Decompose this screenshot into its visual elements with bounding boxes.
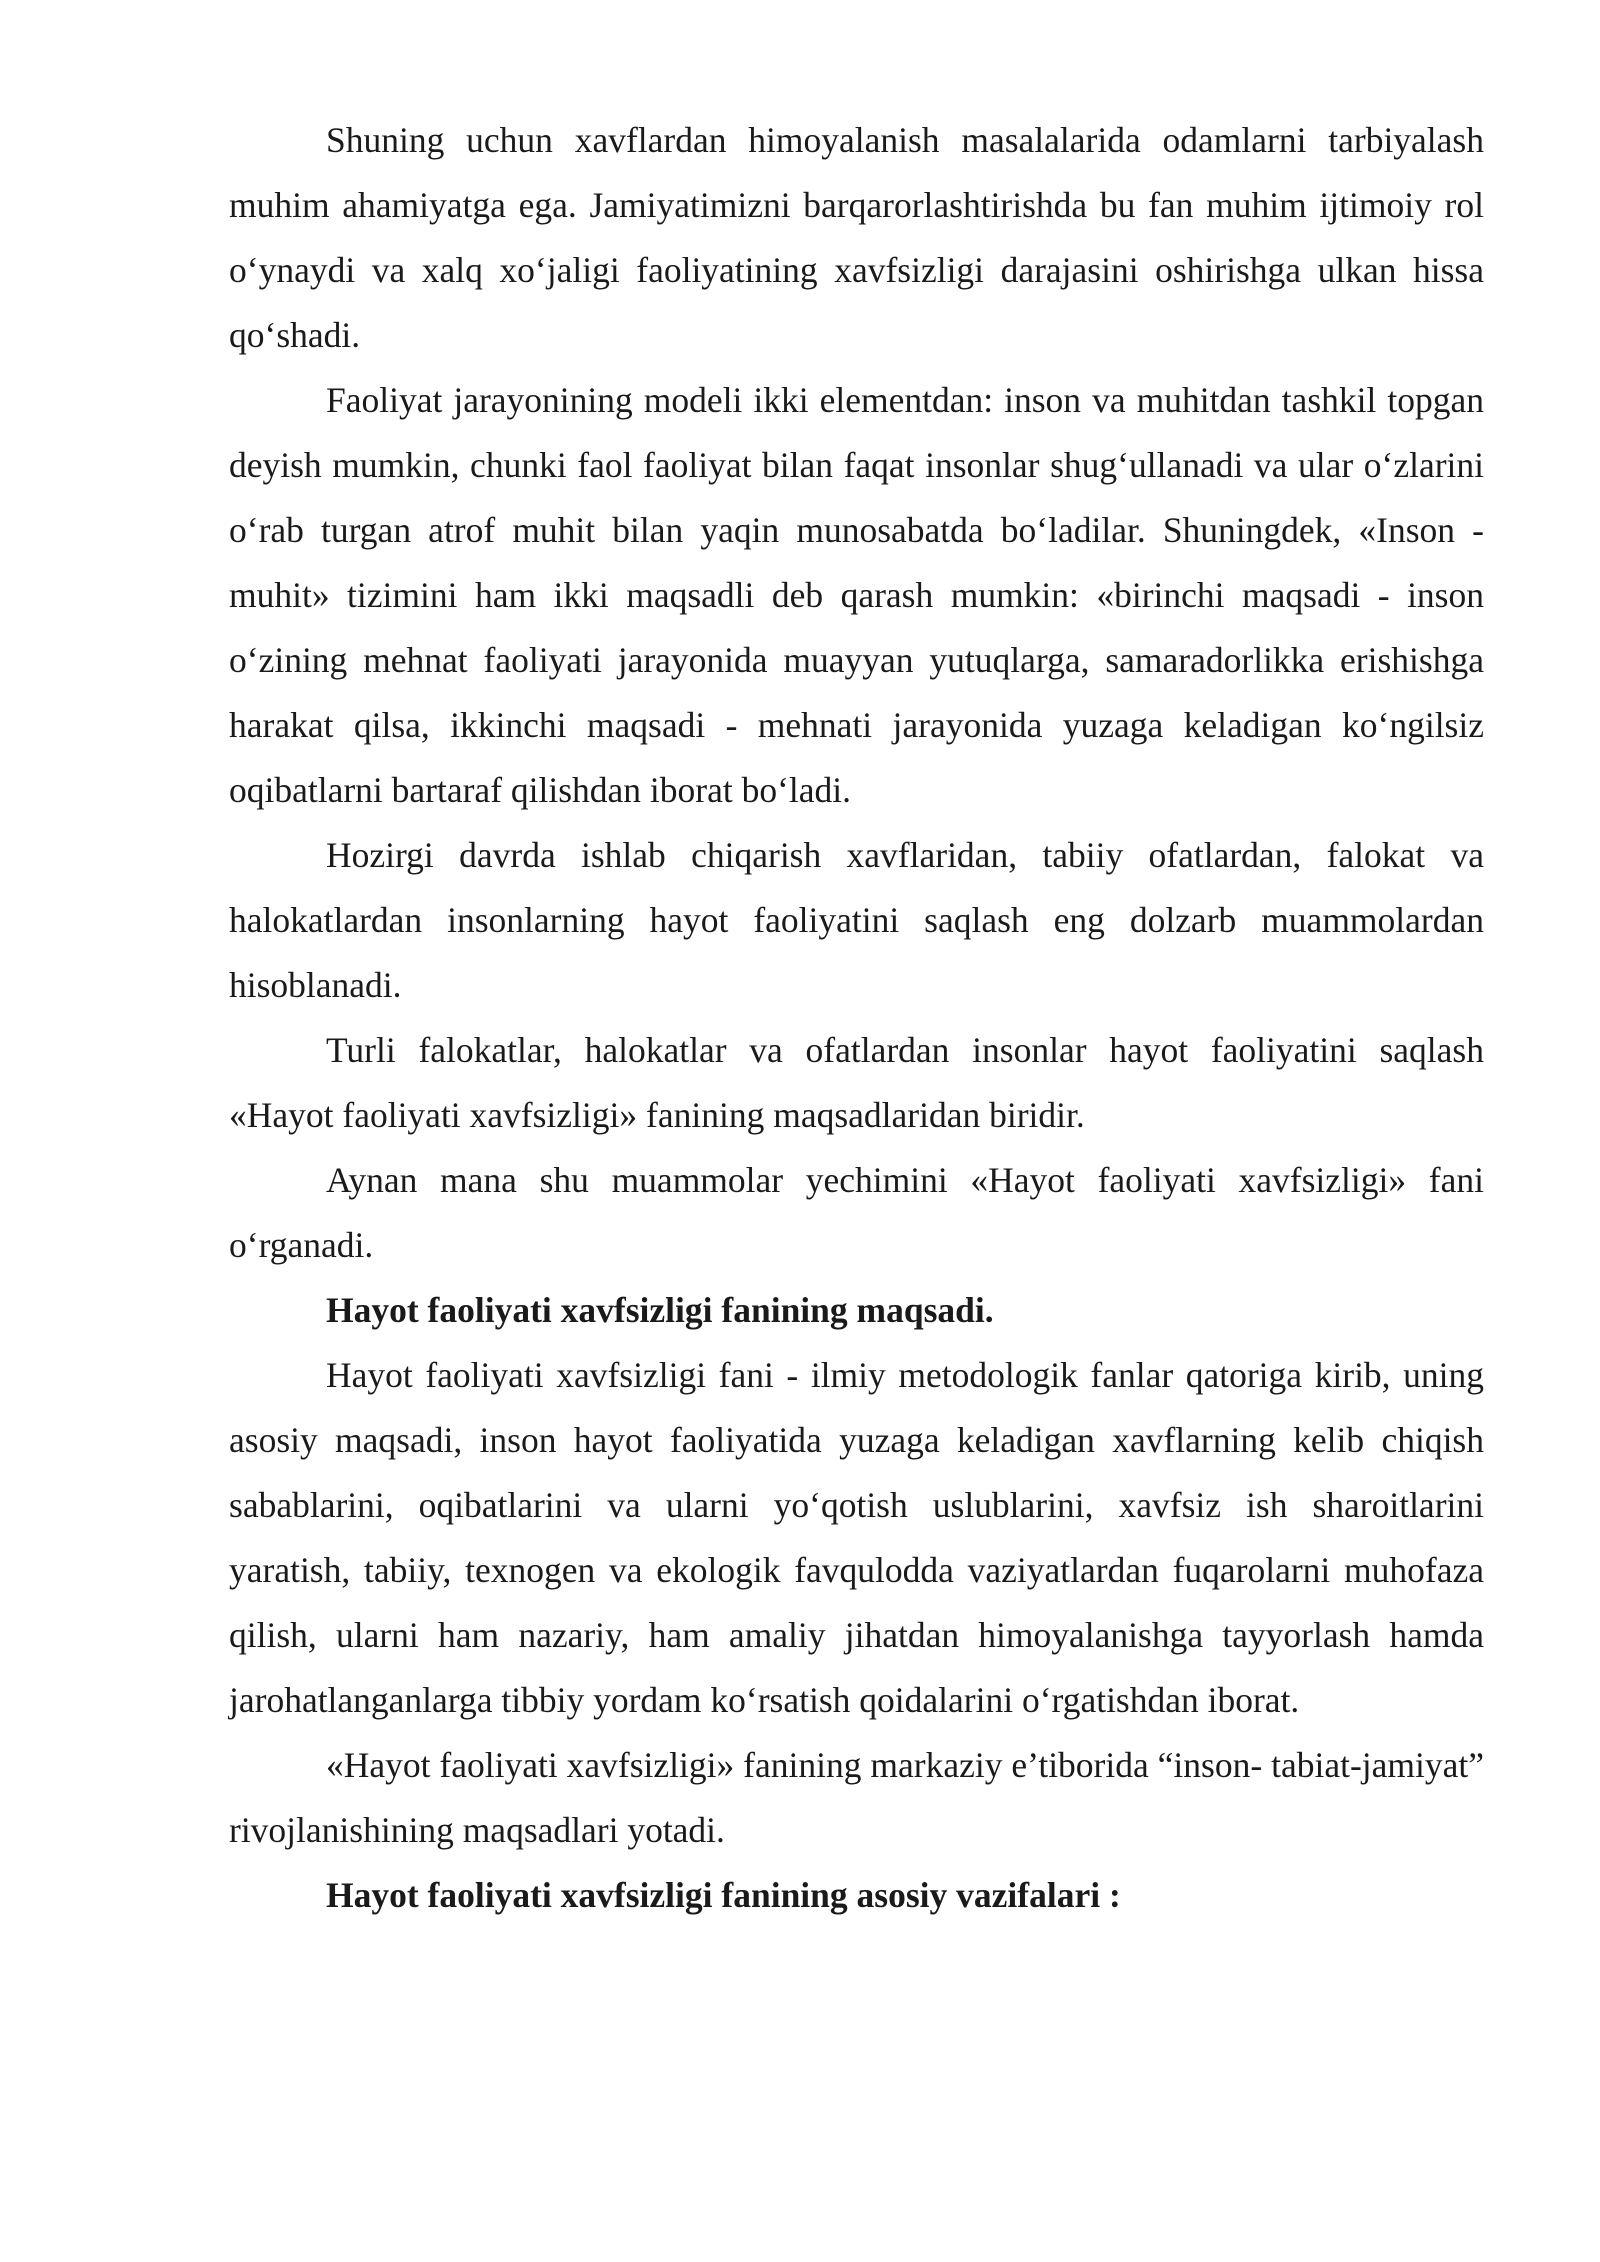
paragraph: Hozirgi davrda ishlab chiqarish xavflaridan, tabiiy ofatlardan, falokat va halokatlardan insonlarning hayot faoliyatini saqlash eng dolzarb muammolardan hisoblanadi. xyxy=(229,835,1484,1005)
section-heading: Hayot faoliyati xavfsizligi fanining maqsadi. xyxy=(326,1290,994,1330)
paragraph: Faoliyat jarayonining modeli ikki elementdan: inson va muhitdan tashkil topgan deyish mumkin, chunki faol faoliyat bilan faqat insonlar shug‘ullanadi va ular o‘zlarini o‘rab turgan atrof muhit bilan yaqin munosabatda bo‘ladilar. Shuningdek, «Inson - muhit» tizimini ham ikki maqsadli deb qarash mumkin: «birinchi maqsadi - inson o‘zining mehnat faoliyati jarayonida muayyan yutuqlarga, samaradorlikka erishishga harakat qilsa, ikkinchi maqsadi - mehnati jarayonida yuzaga keladigan ko‘ngilsiz oqibatlarni bartaraf qilishdan iborat bo‘ladi. xyxy=(229,380,1484,810)
paragraph: Turli falokatlar, halokatlar va ofatlardan insonlar hayot faoliyatini saqlash «Hayot faoliyati xavfsizligi» fanining maqsadlaridan biridir. xyxy=(229,1030,1484,1135)
paragraph: Shuning uchun xavflardan himoyalanish masalalarida odamlarni tarbiyalash muhim ahamiyatga ega. Jamiyatimizni barqarorlashtirishda bu fan muhim ijtimoiy rol o‘ynaydi va xalq xo‘jaligi faoliyatining xavfsizligi darajasini oshirishga ulkan hissa qo‘shadi. xyxy=(229,120,1484,355)
paragraph: Aynan mana shu muammolar yechimini «Hayot faoliyati xavfsizligi» fani o‘rganadi. xyxy=(229,1160,1484,1265)
paragraph: «Hayot faoliyati xavfsizligi» fanining markaziy e’tiborida “inson- tabiat-jamiyat” rivojlanishining maqsadlari yotadi. xyxy=(229,1745,1484,1850)
paragraph: Hayot faoliyati xavfsizligi fani - ilmiy metodologik fanlar qatoriga kirib, uning asosiy maqsadi, inson hayot faoliyatida yuzaga keladigan xavflarning kelib chiqish sabablarini, oqibatlarini va ularni yo‘qotish uslublarini, xavfsiz ish sharoitlarini yaratish, tabiiy, texnogen va ekologik favqulodda vaziyatlardan fuqarolarni muhofaza qilish, ularni ham nazariy, ham amaliy jihatdan himoyalanishga tayyorlash hamda jarohatlanganlarga tibbiy yordam ko‘rsatish qoidalarini o‘rgatishdan iborat. xyxy=(229,1355,1484,1720)
section-heading: Hayot faoliyati xavfsizligi fanining asosiy vazifalari : xyxy=(326,1875,1121,1915)
